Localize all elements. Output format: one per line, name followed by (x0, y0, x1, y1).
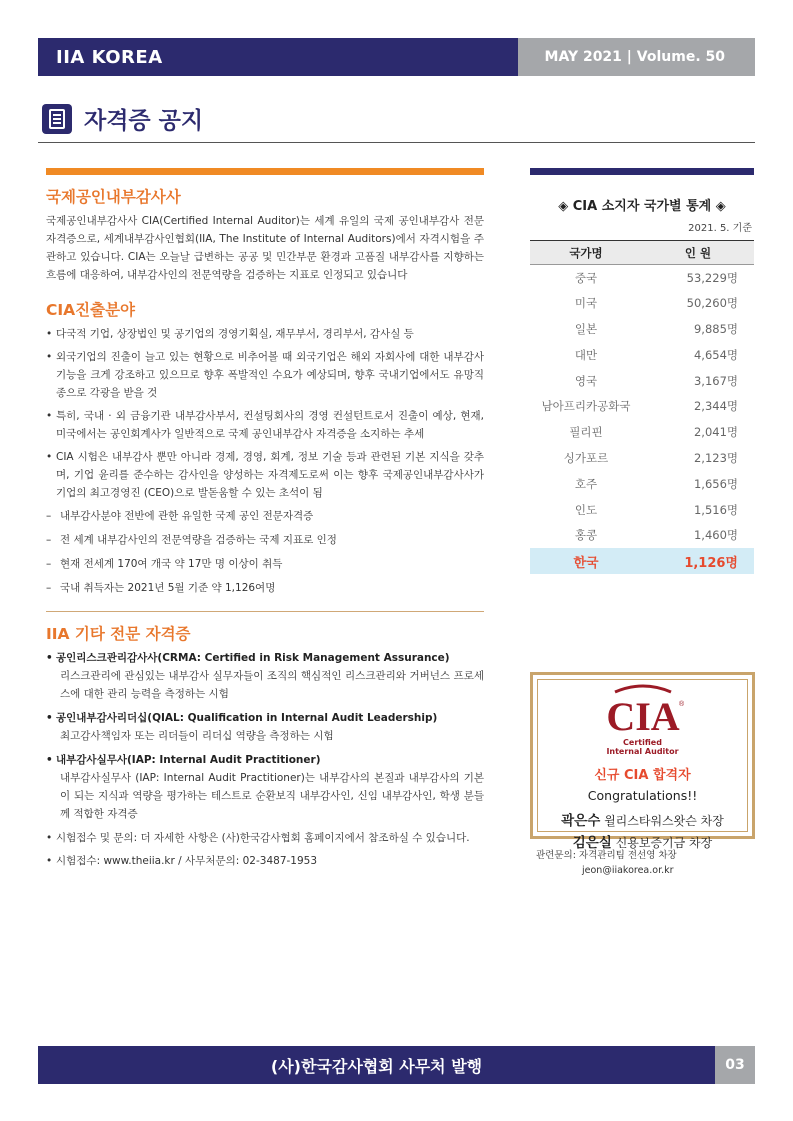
count-cell: 50,260명 (686, 296, 738, 311)
table-row (530, 393, 754, 419)
count-cell: 53,229명 (686, 270, 738, 285)
table-row (530, 290, 754, 316)
header-issue: MAY 2021 | Volume. 50 (518, 38, 755, 76)
list-item: • 다국적 기업, 상장법인 및 공기업의 경영기획실, 재무부서, 경리부서, 감사실 등 (46, 325, 484, 343)
cert-desc: 리스크관리에 관심있는 내부감사 실무자들이 조직의 핵심적인 리스크관리와 거버넌스 프로세스에 대한 관리 능력을 측정하는 시험 (60, 670, 484, 700)
section-divider (46, 611, 484, 612)
left-column (46, 168, 484, 875)
country-cell: 미국 (574, 296, 598, 311)
passer-org: 신용보증기금 차장 (615, 836, 713, 850)
section-title: 자격증 공지 (84, 108, 204, 134)
country-cell: 중국 (574, 270, 598, 285)
table-row (530, 342, 754, 368)
list-item: • 외국기업의 진출이 늘고 있는 현황으로 비추어볼 때 외국기업은 해외 자회사에 대한 내부감사기능을 크게 강조하고 있으므로 향후 폭발적인 수요가 예상되며, 향후 국내기업에서도 유망직종으로 각광을 받을 것 (46, 348, 484, 402)
page-number: 03 (715, 1046, 755, 1084)
table-row (530, 419, 754, 445)
table-row (530, 497, 754, 523)
country-cell: 남아프리카공화국 (541, 399, 631, 414)
table-row (530, 471, 754, 497)
table-row (530, 265, 754, 291)
footer-publisher: (사)한국감사협회 사무처 발행 (38, 1046, 715, 1084)
passer-name: 곽은수 (561, 813, 601, 829)
stats-table (530, 240, 754, 574)
career-bullets (46, 325, 484, 502)
passer-org: 윌리스타워스왓슨 차장 (604, 814, 724, 828)
cia-logo-icon (593, 684, 693, 738)
table-row (530, 316, 754, 342)
orange-accent-bar (46, 168, 484, 175)
list-item: • 특히, 국내 · 외 금융기관 내부감사부서, 컨설팅회사의 경영 컨설턴트로서 진출이 예상, 현재, 미국에서는 공인회계사가 일반적으로 국제 공인내부감사 자격증을 소지하는 추세 (46, 407, 484, 443)
table-row (530, 522, 754, 548)
header-brand: IIA KOREA (38, 38, 518, 76)
stats-title: ◈ CIA 소지자 국가별 통계 ◈ (558, 199, 726, 214)
count-cell: 9,885명 (693, 321, 738, 336)
column-header-country: 국가명 (530, 241, 642, 265)
stats-date: 2021. 5. 기준 (688, 223, 752, 234)
list-item: – 전 세계 내부감사인의 전문역량을 검증하는 국제 지표로 인정 (46, 531, 484, 549)
navy-accent-bar (530, 168, 754, 175)
contact-info (536, 848, 754, 878)
header-bar (38, 38, 755, 76)
section-header (42, 102, 203, 135)
footer-bar (38, 1046, 755, 1084)
count-cell: 1,656명 (693, 476, 738, 491)
document-icon (42, 104, 72, 134)
cia-logo-sub2: Internal Auditor (606, 747, 679, 756)
cia-logo-text: CIA (605, 694, 680, 738)
country-cell: 영국 (574, 373, 598, 388)
count-cell: 2,123명 (693, 450, 738, 465)
career-heading: CIA진출분야 (46, 301, 136, 319)
passer-name: 김은실 (572, 835, 612, 851)
list-item: • CIA 시험은 내부감사 뿐만 아니라 경제, 경영, 회계, 정보 기술 등과 관련된 기본 지식을 갖추며, 기업 윤리를 준수하는 감사인을 양성하는 자격제도로써 이는 향후 국제공인내부감사사가 기업의 최고경영진 (CEO)으로 발돋움할 수 있는 초석이 됨 (46, 448, 484, 502)
contact-line: 관련문의: 자격관리팀 전선영 차장 (536, 850, 677, 861)
count-cell: 2,041명 (693, 425, 738, 440)
trademark-mark: ® (678, 701, 684, 708)
column-header-count: 인 원 (642, 241, 754, 265)
table-header-row (530, 241, 754, 265)
cert-desc: 최고감사책임자 또는 리더들이 리더십 역량을 측정하는 시험 (60, 730, 334, 742)
count-cell: 1,516명 (693, 502, 738, 517)
count-cell: 1,460명 (693, 528, 738, 543)
intro-heading: 국제공인내부감사사 (46, 188, 181, 206)
count-cell: 3,167명 (693, 373, 738, 388)
cia-logo-sub1: Certified (623, 738, 662, 747)
cia-pass-title: 신규 CIA 합격자 (594, 768, 691, 783)
cia-congrats-box (530, 672, 755, 851)
header-divider (38, 142, 755, 143)
passer-entry (538, 809, 747, 829)
right-column (530, 168, 754, 574)
table-row (530, 368, 754, 394)
notes-list (46, 829, 484, 870)
cert-title: • 내부감사실무사(IAP: Internal Audit Practitioner) (46, 751, 484, 769)
list-item: • 시험접수: www.theiia.kr / 사무처문의: 02-3487-1953 (46, 852, 484, 870)
count-cell: 2,344명 (693, 399, 738, 414)
list-item: – 국내 취득자는 2021년 5월 기준 약 1,126여명 (46, 579, 484, 597)
country-cell: 홍콩 (574, 528, 598, 543)
career-dash-list (46, 507, 484, 597)
list-item: – 현재 전세계 170여 개국 약 17만 명 이상이 취득 (46, 555, 484, 573)
list-item: – 내부감사분야 전반에 관한 유일한 국제 공인 전문자격증 (46, 507, 484, 525)
country-cell: 인도 (574, 502, 598, 517)
country-cell: 대만 (574, 347, 598, 362)
country-cell: 한국 (530, 548, 642, 574)
country-cell: 일본 (574, 321, 598, 336)
country-cell: 호주 (574, 476, 598, 491)
cert-title: • 공인리스크관리감사사(CRMA: Certified in Risk Management Assurance) (46, 649, 484, 667)
table-row (530, 445, 754, 471)
country-cell: 싱가포르 (563, 450, 609, 465)
country-cell: 필리핀 (569, 425, 603, 440)
cert-title: • 공인내부감사리더십(QIAL: Qualification in Internal Audit Leadership) (46, 709, 484, 727)
other-heading: IIA 기타 전문 자격증 (46, 625, 191, 643)
cia-logo (538, 684, 747, 738)
count-cell: 4,654명 (693, 347, 738, 362)
list-item: • 시험접수 및 문의: 더 자세한 사항은 (사)한국감사협회 홈페이지에서 참조하실 수 있습니다. (46, 829, 484, 847)
highlight-row (530, 548, 754, 574)
count-cell: 1,126명 (642, 548, 754, 574)
intro-body: 국제공인내부감사사 CIA(Certified Internal Auditor)는 세계 유일의 국제 공인내부감사 전문 자격증으로, 세계내부감사인협회(IIA, The Institute of Internal Auditors)에서 자격시험을 주관하고 있습니다. CIA는 오늘날 급변하는 공공 및 민간부문 환경과 고품질 내부감사를 지향하는 흐름에 대응하여, 내부감사인의 전문역량을 검증하는 지표로 인정되고 있습니다 (46, 215, 484, 281)
cert-desc: 내부감사실무사 (IAP: Internal Audit Practitioner)는 내부감사의 본질과 내부감사의 기본이 되는 지식과 역량을 평가하는 테스트로 순환보직 내부감사인, 신임 내부감사인, 학생 분들께 적합한 자격증 (60, 772, 484, 820)
congrats-text: Congratulations!! (587, 788, 698, 803)
contact-email: jeon@iiakorea.or.kr (582, 865, 674, 876)
